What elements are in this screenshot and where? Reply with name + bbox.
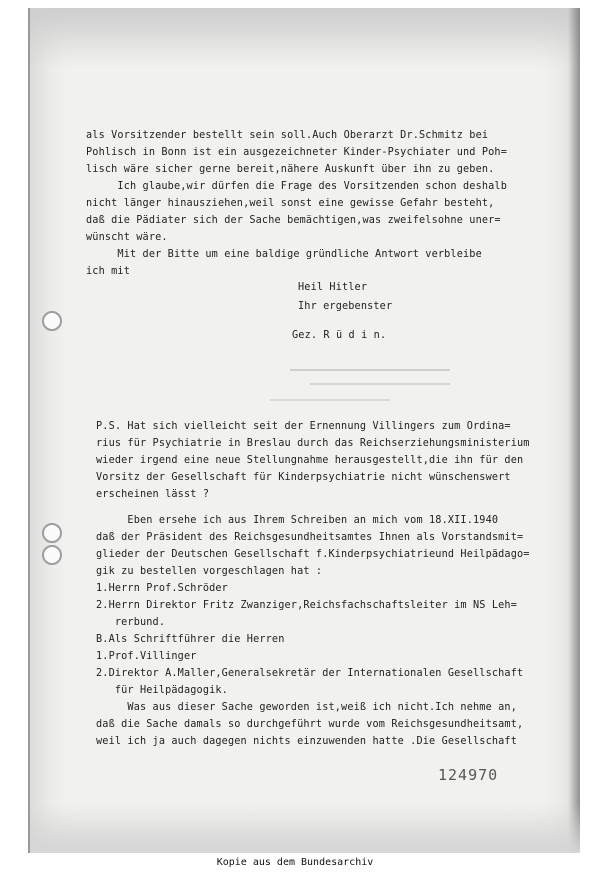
scan-shadow-bottom	[30, 803, 580, 853]
text-line: ich mit	[86, 266, 130, 277]
text-line: Was aus dieser Sache geworden ist,weiß ich nicht.Ich nehme an,	[96, 702, 517, 713]
text-line: Mit der Bitte um eine baldige gründliche Antwort verbleibe	[86, 249, 482, 260]
text-line: daß die Pädiater sich der Sache bemächtigen,was zweifelsohne uner=	[86, 215, 501, 226]
text-line: daß der Präsident des Reichsgesundheitsamtes Ihnen als Vorstandsmit=	[96, 532, 524, 543]
text-line: Ich glaube,wir dürfen die Frage des Vorsitzenden schon deshalb	[86, 181, 507, 192]
text-line: P.S. Hat sich vielleicht seit der Ernennung Villingers zum Ordina=	[96, 421, 511, 432]
text-line: 1.Prof.Villinger	[96, 651, 197, 662]
text-line: Pohlisch in Bonn ist ein ausgezeichneter Kinder-Psychiater und Poh=	[86, 147, 507, 158]
text-line: gik zu bestellen vorgeschlagen hat :	[96, 566, 323, 577]
text-line: Vorsitz der Gesellschaft für Kinderpsychiatrie nicht wünschenswert	[96, 472, 511, 483]
text-line: Eben ersehe ich aus Ihrem Schreiben an mich vom 18.XII.1940	[96, 515, 499, 526]
closing-yours: Ihr ergebenster	[298, 301, 393, 312]
text-line: erscheinen lässt ?	[96, 489, 210, 500]
text-line: für Heilpädagogik.	[96, 685, 228, 696]
footer-caption: Kopie aus dem Bundesarchiv	[216, 857, 374, 868]
punch-hole-lower	[42, 545, 62, 565]
signature: Gez. R ü d i n.	[292, 330, 387, 341]
text-line: 1.Herrn Prof.Schröder	[96, 583, 228, 594]
closing-greeting: Heil Hitler	[298, 282, 368, 293]
text-line: weil ich ja auch dagegen nichts einzuwenden hatte .Die Gesellschaft	[96, 736, 517, 747]
text-line: rius für Psychiatrie in Breslau durch das Reichserziehungsministerium	[96, 438, 530, 449]
text-line: 2.Direktor A.Maller,Generalsekretär der Internationalen Gesellschaft	[96, 668, 524, 679]
text-line: wieder irgend eine neue Stellungnahme herausgestellt,die ihn für den	[96, 455, 524, 466]
text-line: glieder der Deutschen Gesellschaft f.Kinderpsychiatrieund Heilpädago=	[96, 549, 530, 560]
text-line: daß die Sache damals so durchgeführt wurde vom Reichsgesundheitsamt,	[96, 719, 524, 730]
text-line: nicht länger hinausziehen,weil sonst eine gewisse Gefahr besteht,	[86, 198, 495, 209]
text-line: rerbund.	[96, 617, 166, 628]
punch-hole-middle	[42, 523, 62, 543]
archive-stamp-number: 124970	[438, 766, 499, 784]
text-line: wünscht wäre.	[86, 232, 168, 243]
scan-shadow-right	[568, 8, 580, 853]
text-line: B.Als Schriftführer die Herren	[96, 634, 285, 645]
text-line: lisch wäre sicher gerne bereit,nähere Auskunft über ihn zu geben.	[86, 164, 495, 175]
scan-shadow-top	[30, 8, 580, 68]
text-line: 2.Herrn Direktor Fritz Zwanziger,Reichsfachschaftsleiter im NS Leh=	[96, 600, 517, 611]
text-line: als Vorsitzender bestellt sein soll.Auch Oberarzt Dr.Schmitz bei	[86, 130, 489, 141]
bleed-through-marks	[250, 365, 490, 410]
punch-hole-top	[42, 311, 62, 331]
